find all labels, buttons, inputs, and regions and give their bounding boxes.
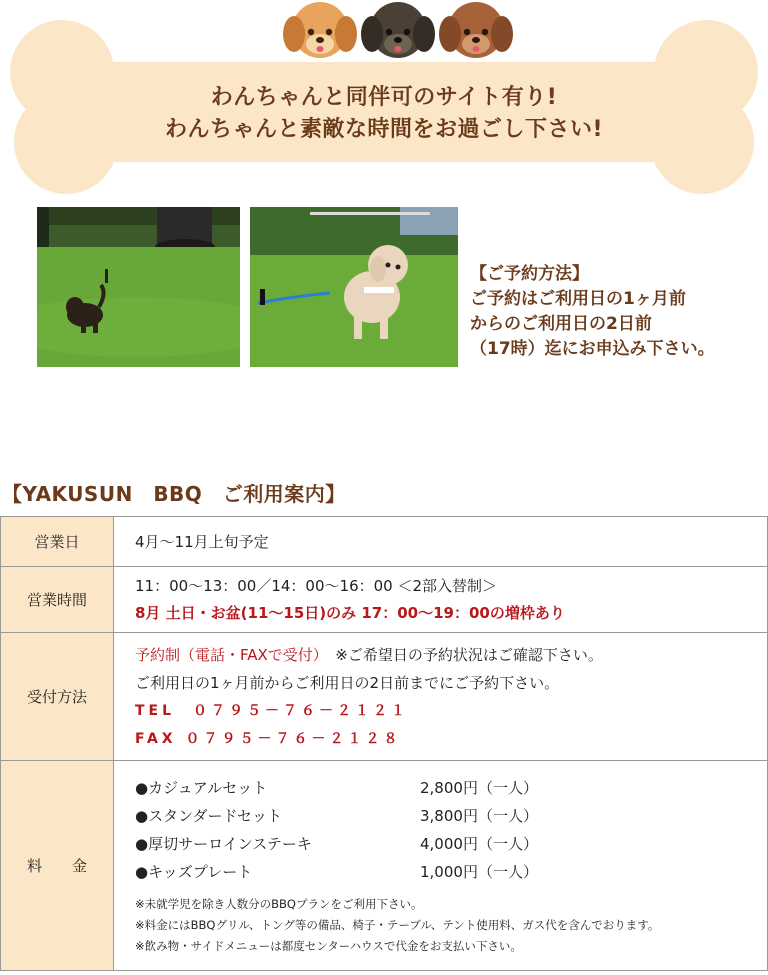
booking-heading: 【ご予約方法】: [470, 264, 589, 284]
price-note: ※未就学児を除き人数分のBBQプランをご利用下さい。: [135, 897, 423, 911]
price-note: ※飲み物・サイドメニューは都度センターハウスで代金をお支払い下さい。: [135, 939, 522, 953]
fax-number: FAX ０７９５－７６－２１２８: [135, 730, 402, 747]
price-item-price: 2,800円（一人）: [420, 779, 538, 797]
label-open-days: 営業日: [1, 517, 114, 567]
table-row-reception: [1, 633, 768, 761]
booking-method: [470, 262, 715, 362]
poodle-photo: [250, 207, 458, 367]
table-row-hours: [1, 567, 768, 633]
booking-line-1: ご予約はご利用日の1ヶ月前: [470, 289, 686, 309]
price-item-price: 1,000円（一人）: [420, 863, 538, 881]
table-row-open-days: [1, 517, 768, 567]
label-price: 料 金: [1, 761, 114, 971]
info-table: [0, 516, 768, 971]
price-item-name: ●スタンダードセット: [135, 807, 283, 825]
three-dogs-icon: [278, 0, 518, 70]
tel-number: TEL ０７９５－７６－２１２１: [135, 702, 410, 719]
price-item: [135, 802, 767, 830]
price-item-price: 3,800円（一人）: [420, 807, 538, 825]
hours-line-2: 8月 土日・お盆(11〜15日)のみ 17：00〜19：00の増枠あり: [135, 603, 565, 622]
price-item: [135, 830, 767, 858]
booking-line-2: からのご利用日の2日前: [470, 314, 652, 334]
reception-note: ※ご希望日の予約状況はご確認下さい。: [320, 645, 603, 664]
bone-banner: [0, 0, 768, 200]
banner-line-2: わんちゃんと素敵な時間をお過ごし下さい!: [164, 117, 604, 142]
label-hours: 営業時間: [1, 567, 114, 633]
hours-line-1: 11：00〜13：00／14：00〜16：00 ＜2部入替制＞: [135, 576, 498, 595]
booking-line-3: （17時）迄にお申込み下さい。: [470, 339, 715, 359]
reception-deadline: ご利用日の1ヶ月前からご利用日の2日前までにご予約下さい。: [135, 673, 560, 692]
price-item-name: ●カジュアルセット: [135, 779, 268, 797]
price-item: [135, 774, 767, 802]
banner-text: [0, 82, 768, 146]
reception-system: 予約制（電話・FAXで受付）: [135, 645, 321, 664]
price-note: ※料金にはBBQグリル、トング等の備品、椅子・テーブル、テント使用料、ガス代を含んでおります。: [135, 918, 660, 932]
price-item: [135, 858, 767, 886]
banner-line-1: わんちゃんと同伴可のサイト有り!: [210, 85, 558, 110]
price-item-name: ●キッズプレート: [135, 863, 253, 881]
label-reception: 受付方法: [1, 633, 114, 761]
dachshund-photo: [37, 207, 240, 367]
section-title: 【YAKUSUN BBQ ご利用案内】: [2, 482, 346, 506]
price-item-name: ●厚切サーロインステーキ: [135, 835, 312, 853]
open-days-value: 4月〜11月上旬予定: [135, 533, 269, 551]
table-row-price: [1, 761, 768, 971]
price-item-price: 4,000円（一人）: [420, 835, 538, 853]
price-notes: [135, 894, 767, 957]
